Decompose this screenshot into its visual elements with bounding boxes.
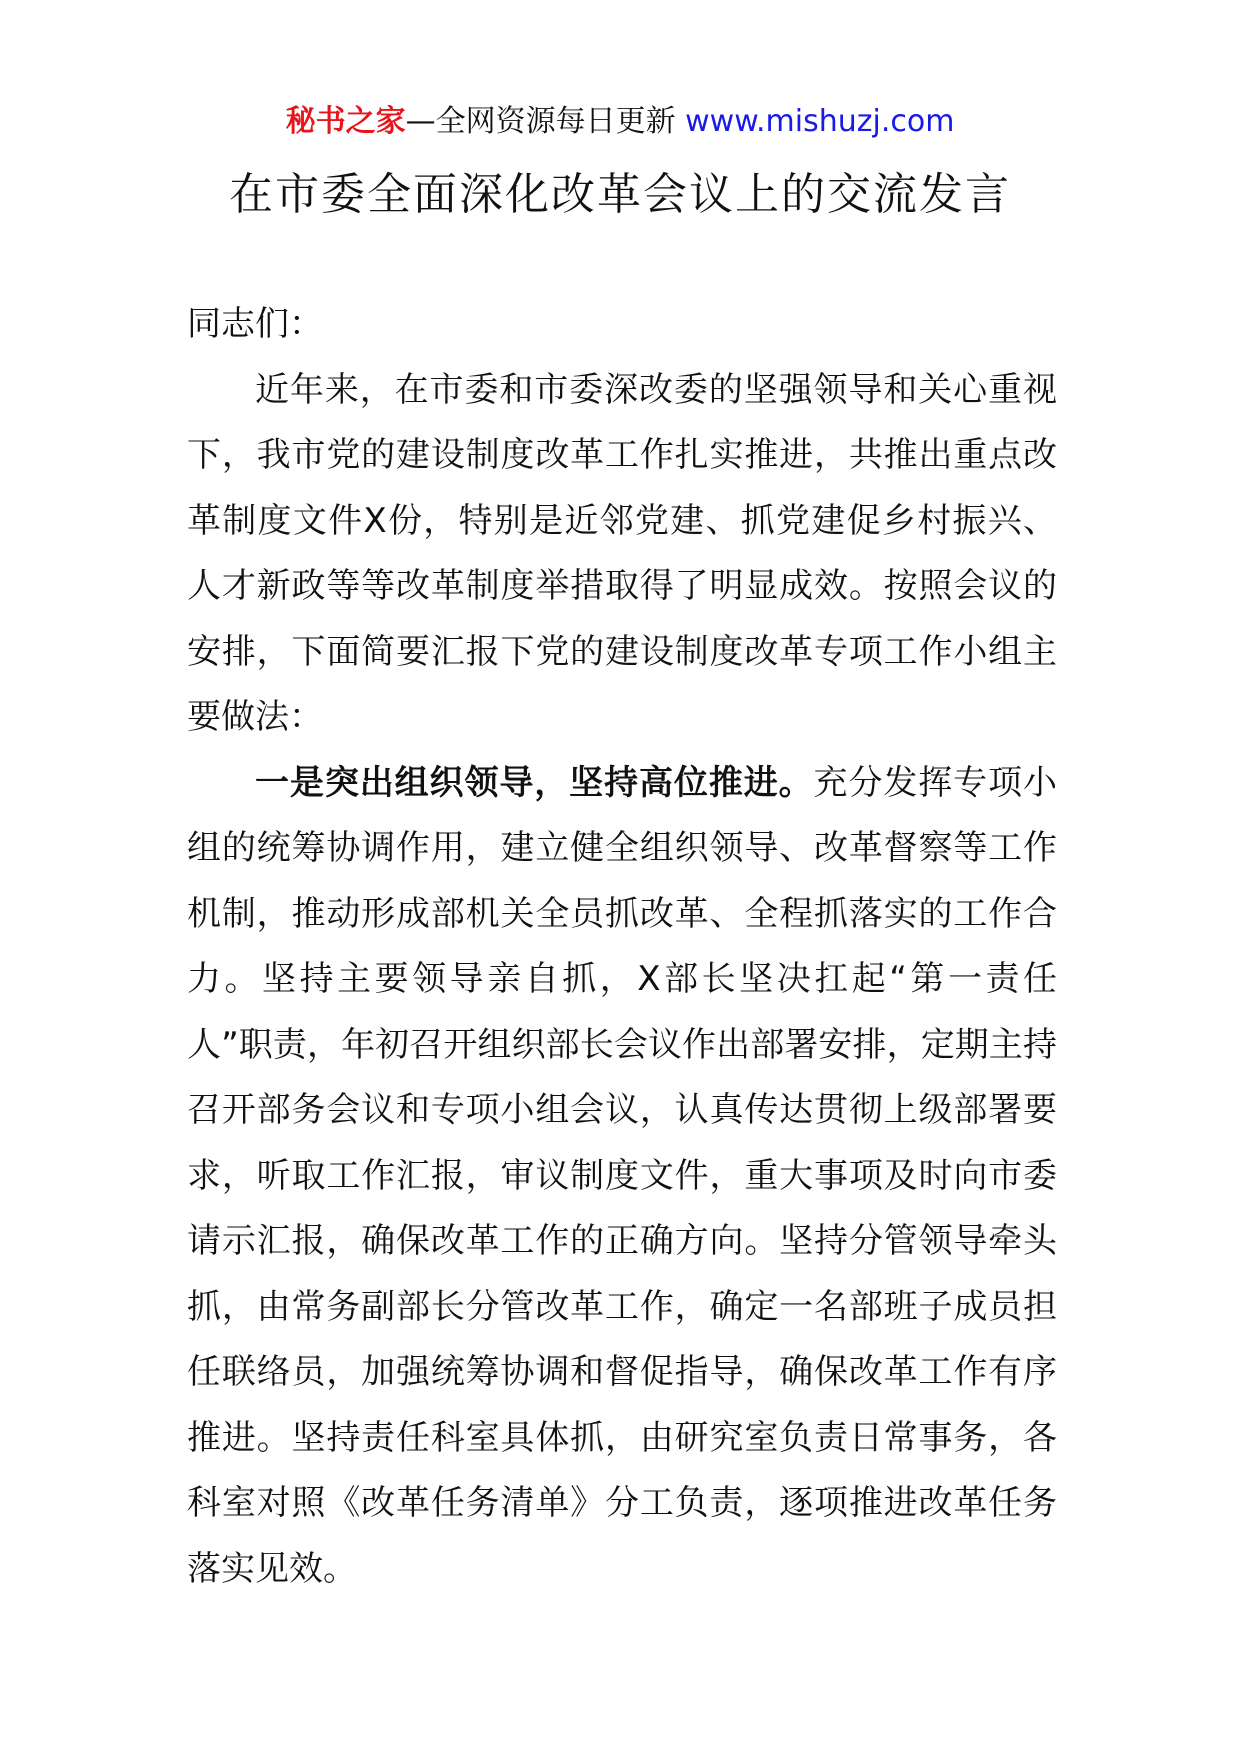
- site-slogan: —全网资源每日更新: [405, 104, 676, 139]
- site-url-link[interactable]: www.mishuzj.com: [685, 104, 955, 139]
- paragraph-point-one-heading: 一是突出组织领导，坚持高位推进。: [255, 762, 814, 803]
- paragraph-point-one: [187, 751, 1057, 1603]
- document-title: 在市委全面深化改革会议上的交流发言: [229, 169, 1011, 220]
- paragraph-intro: 近年来，在市委和市委深改委的坚强领导和关心重视下，我市党的建设制度改革工作扎实推进，共推出重点改革制度文件X份，特别是近邻党建、抓党建促乡村振兴、人才新政等等改革制度举措取得了明显成效。按照会议的安排，下面简要汇报下党的建设制度改革专项工作小组主要做法：: [187, 369, 1057, 737]
- paragraph-point-one-text: 充分发挥专项小组的统筹协调作用，建立健全组织领导、改革督察等工作机制，推动形成部机关全员抓改革、全程抓落实的工作合力。坚持主要领导亲自抓，X部长坚决扛起“第一责任人”职责，年初召开组织部长会议作出部署安排，定期主持召开部务会议和专项小组会议，认真传达贯彻上级部署要求，听取工作汇报，审议制度文件，重大事项及时向市委请示汇报，确保改革工作的正确方向。坚持分管领导牵头抓，由常务副部长分管改革工作，确定一名部班子成员担任联络员，加强统筹协调和督促指导，确保改革工作有序推进。坚持责任科室具体抓，由研究室负责日常事务，各科室对照《改革任务清单》分工负责，逐项推进改革任务落实见效。: [187, 762, 1058, 1589]
- site-name: 秘书之家: [285, 104, 406, 139]
- salutation: 同志们：: [187, 304, 323, 344]
- document-body: [187, 292, 1057, 1602]
- site-header: [0, 100, 1240, 144]
